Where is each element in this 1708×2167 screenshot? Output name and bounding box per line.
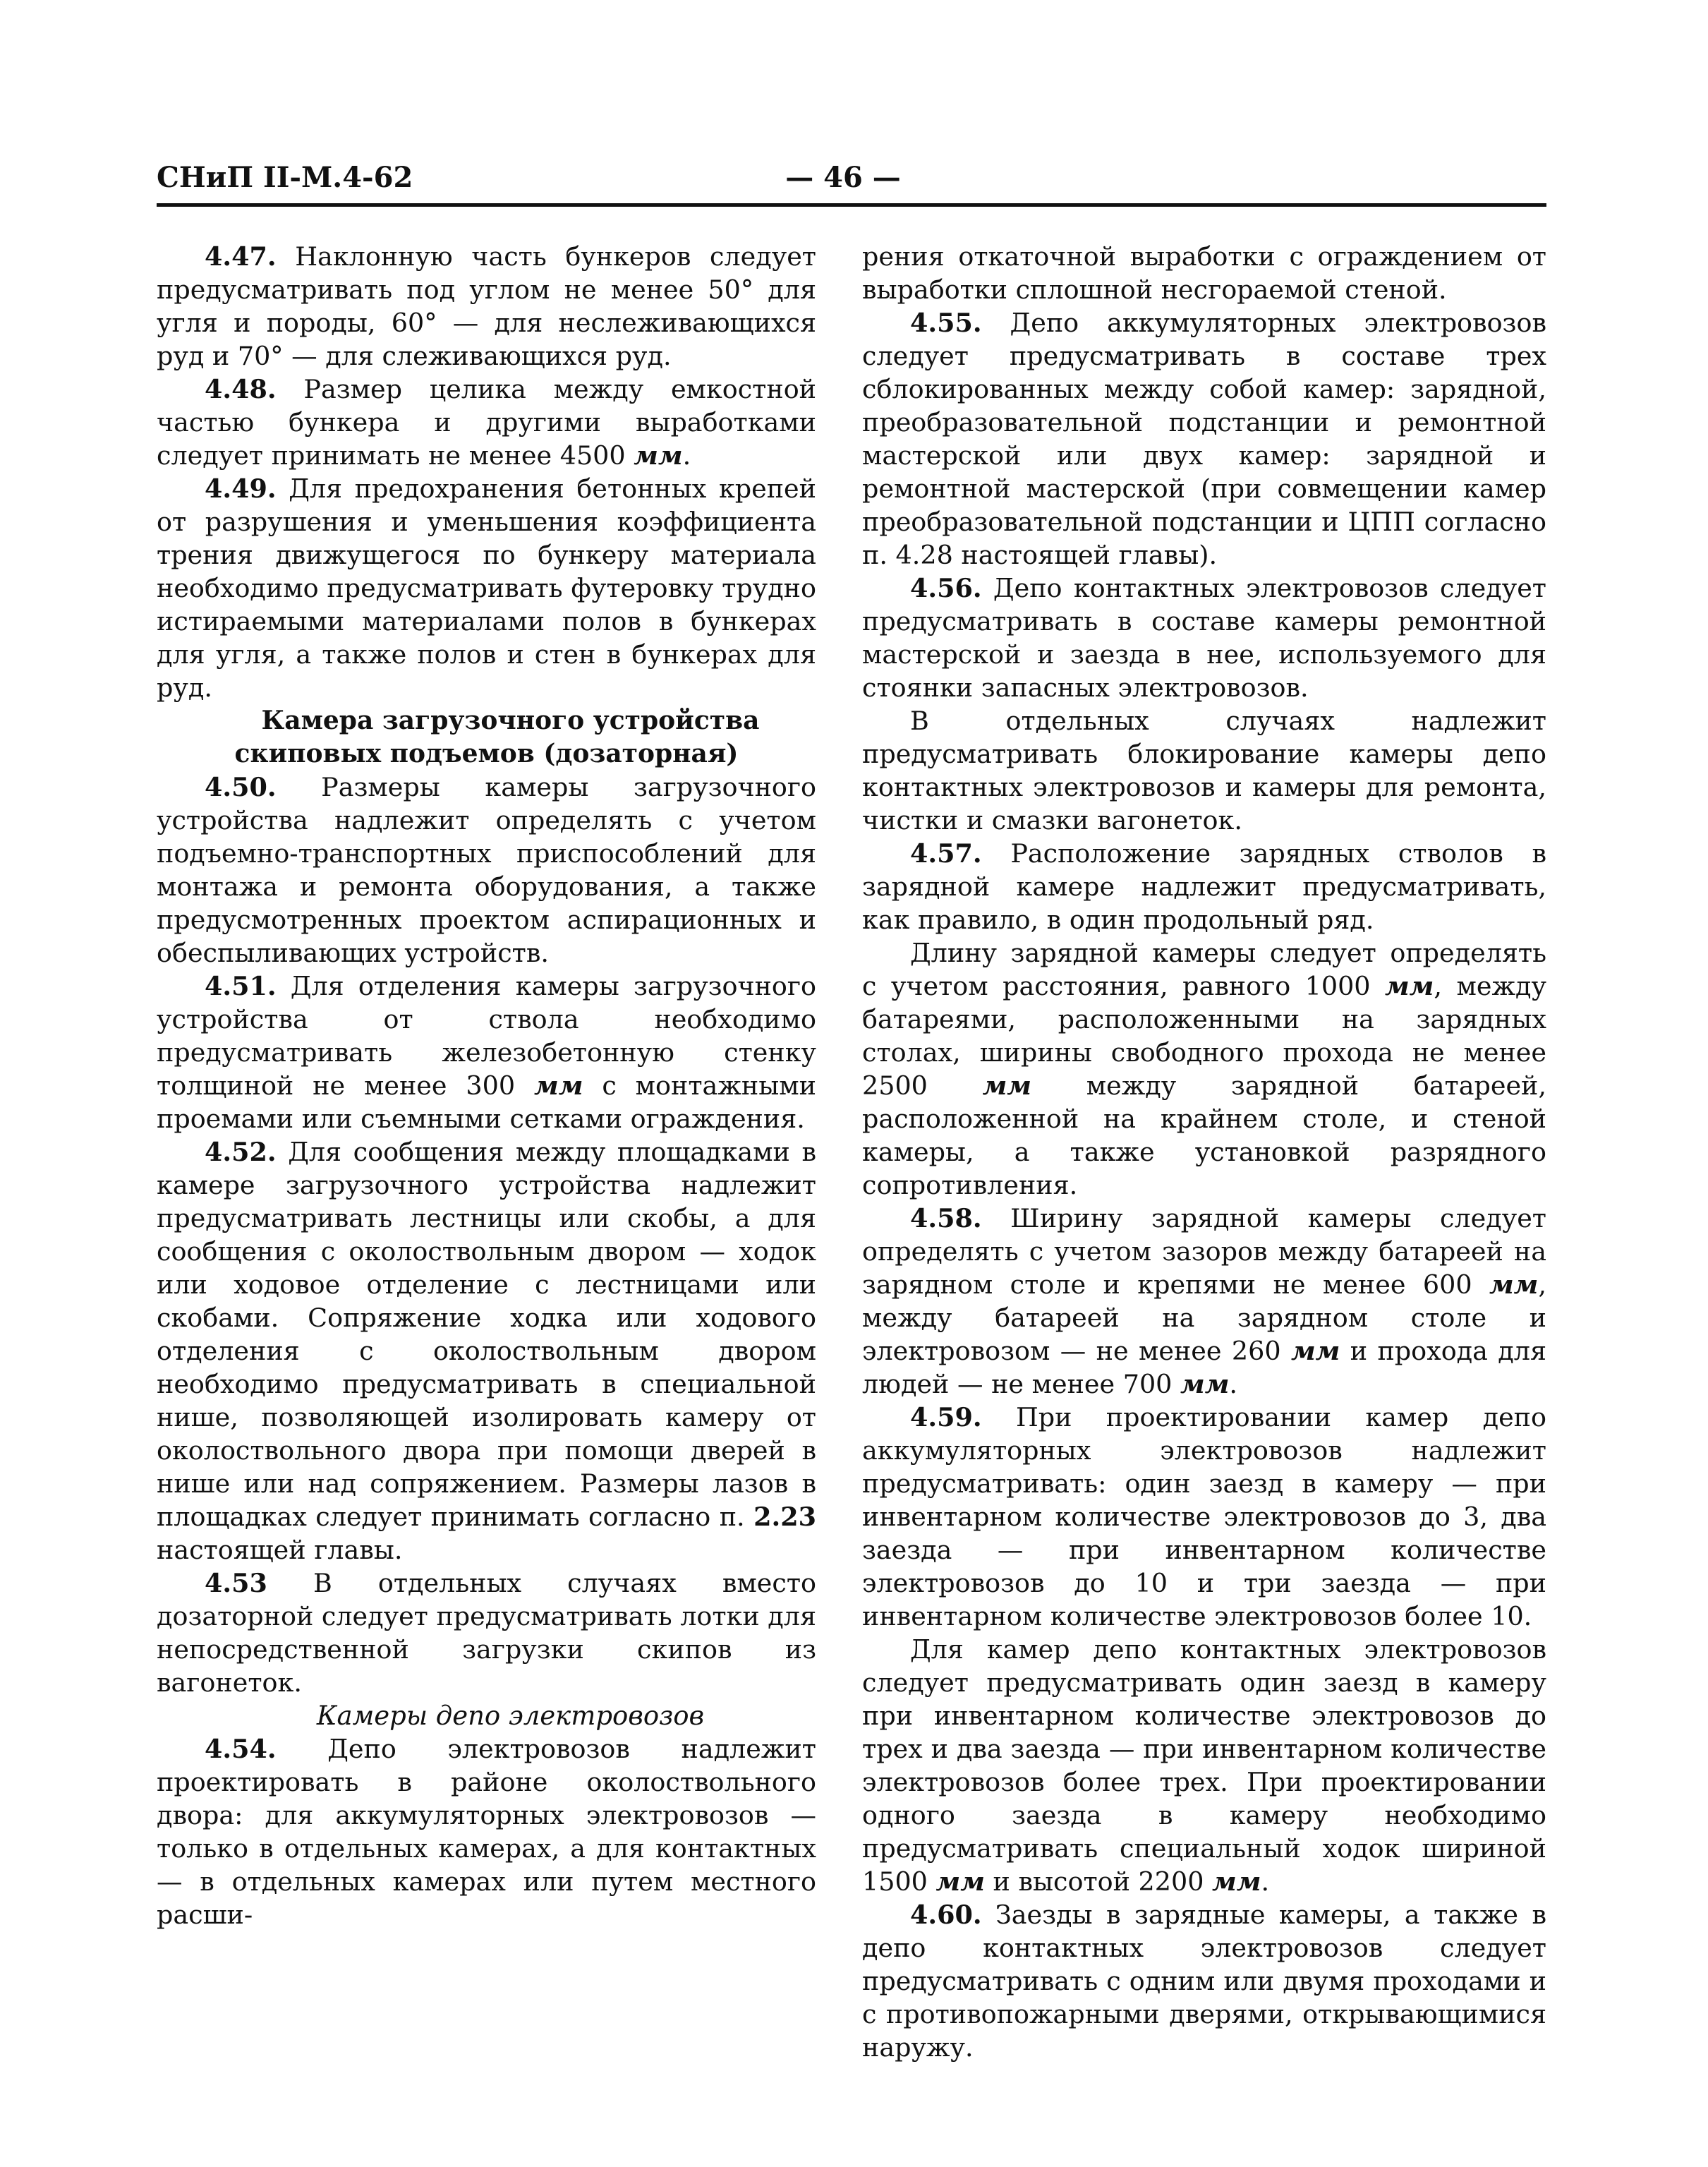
paragraph-4-49: 4.49. Для предохранения бетонных крепей от разрушения и уменьшения коэффициента трения движущегося по бункеру материала необходимо предусматривать футеровку трудно истираемыми материалами полов в бункерах для угля, а также полов и стен в бункерах для руд. [157,473,816,703]
right-column [862,240,1546,2064]
paragraph-4-52: 4.52. Для сообщения между площадками в камере загрузочного устройства надлежит предусматривать лестницы или скобы, а для сообщения с околоствольным двором — ходок или ходовое отделение с лестницами или скобами. Сопряжение ходка или ходового отделения с околоствольным двором необходимо предусматривать в специальной нише, позволяющей изолировать камеру от околоствольного двора при помощи дверей в нише или над сопряжением. Размеры лазов в площадках следует принимать согласно п. 2.23 настоящей главы. [157,1137,816,1565]
section-heading-loading-chamber: Камера загрузочного устройства скиповых подъемов (дозаторная) [234,706,760,768]
paragraph-4-56-b: В отдельных случаях надлежит предусматривать блокирование камеры депо контактных электровозов и камеры для ремонта, чистки и смазки вагонеток. [862,706,1546,835]
paragraph-4-57: 4.57. Расположение зарядных стволов в зарядной камере надлежит предусматривать, как правило, в один продольный ряд. [862,838,1546,935]
paragraph-4-54-continued: рения откаточной выработки с ограждением от выработки сплошной несгораемой стеной. [862,241,1546,305]
paragraph-4-54: 4.54. Депо электровозов надлежит проектировать в районе околоствольного двора: для аккумуляторных электровозов — только в отдельных камерах, а для контактных — в отдельных камерах или путем местного расши- [157,1734,816,1930]
paragraph-4-59-b: Для камер депо контактных электровозов следует предусматривать один заезд в камеру при инвентарном количестве электровозов до трех и два заезда — при инвентарном количестве электровозов более трех. При проектировании одного заезда в камеру необходимо предусматривать специальный ходок шириной 1500 мм и высотой 2200 мм. [862,1634,1546,1897]
paragraph-4-59: 4.59. При проектировании камер депо аккумуляторных электровозов надлежит предусматривать: один заезд в камеру — при инвентарном количестве электровозов до 3, два заезда — при инвентарном количестве электровозов до 10 и три заезда — при инвентарном количестве электровозов более 10. [862,1402,1546,1631]
paragraph-4-47: 4.47. Наклонную часть бункеров следует предусматривать под углом не менее 50° для угля и породы, 60° — для неслеживающихся руд и 70° — для слеживающихся руд. [157,241,816,371]
paragraph-4-48: 4.48. Размер целика между емкостной частью бункера и другими выработками следует принимать не менее 4500 мм. [157,374,816,471]
document-code: СНиП II-М.4-62 [157,161,413,194]
paragraph-4-51: 4.51. Для отделения камеры загрузочного устройства от ствола необходимо предусматривать железобетонную стенку толщиной не менее 300 мм с монтажными проемами или съемными сетками ограждения. [157,971,816,1134]
paragraph-4-56: 4.56. Депо контактных электровозов следует предусматривать в составе камеры ремонтной мастерской и заезда в нее, используемого для стоянки запасных электровозов. [862,573,1546,703]
paragraph-4-50: 4.50. Размеры камеры загрузочного устройства надлежит определять с учетом подъемно-транспортных приспособлений для монтажа и ремонта оборудования, а также предусмотренных проектом аспирационных и обеспыливающих устройств. [157,772,816,968]
paragraph-4-58: 4.58. Ширину зарядной камеры следует определять с учетом зазоров между батареей на зарядном столе и крепями не менее 600 мм, между батареей на зарядном столе и электровозом — не менее 260 мм и прохода для людей — не менее 700 мм. [862,1203,1546,1399]
paragraph-4-60: 4.60. Заезды в зарядные камеры, а также в депо контактных электровозов следует предусматривать с одним или двумя проходами и с противопожарными дверями, открывающимися наружу. [862,1900,1546,2063]
header-rule [157,203,1546,207]
paragraph-4-57-b: Длину зарядной камеры следует определять с учетом расстояния, равного 1000 мм, между батареями, расположенными на зарядных столах, ширины свободного прохода не менее 2500 мм между зарядной батареей, расположенной на крайнем столе, и стеной камеры, а также установкой разрядного сопротивления. [862,938,1546,1200]
page-number: — 46 — [785,161,901,194]
paragraph-4-55: 4.55. Депо аккумуляторных электровозов следует предусматривать в составе трех сблокированных между собой камер: зарядной, преобразовательной подстанции и ремонтной мастерской или двух камер: зарядной и ремонтной мастерской (при совмещении камер преобразовательной подстанции и ЦПП согласно п. 4.28 настоящей главы). [862,308,1546,570]
left-column [157,240,816,1931]
section-heading-depot-chambers: Камеры депо электровозов [316,1701,705,1731]
paragraph-4-53: 4.53 В отдельных случаях вместо дозаторной следует предусматривать лотки для непосредственной загрузки скипов из вагонеток. [157,1568,816,1698]
